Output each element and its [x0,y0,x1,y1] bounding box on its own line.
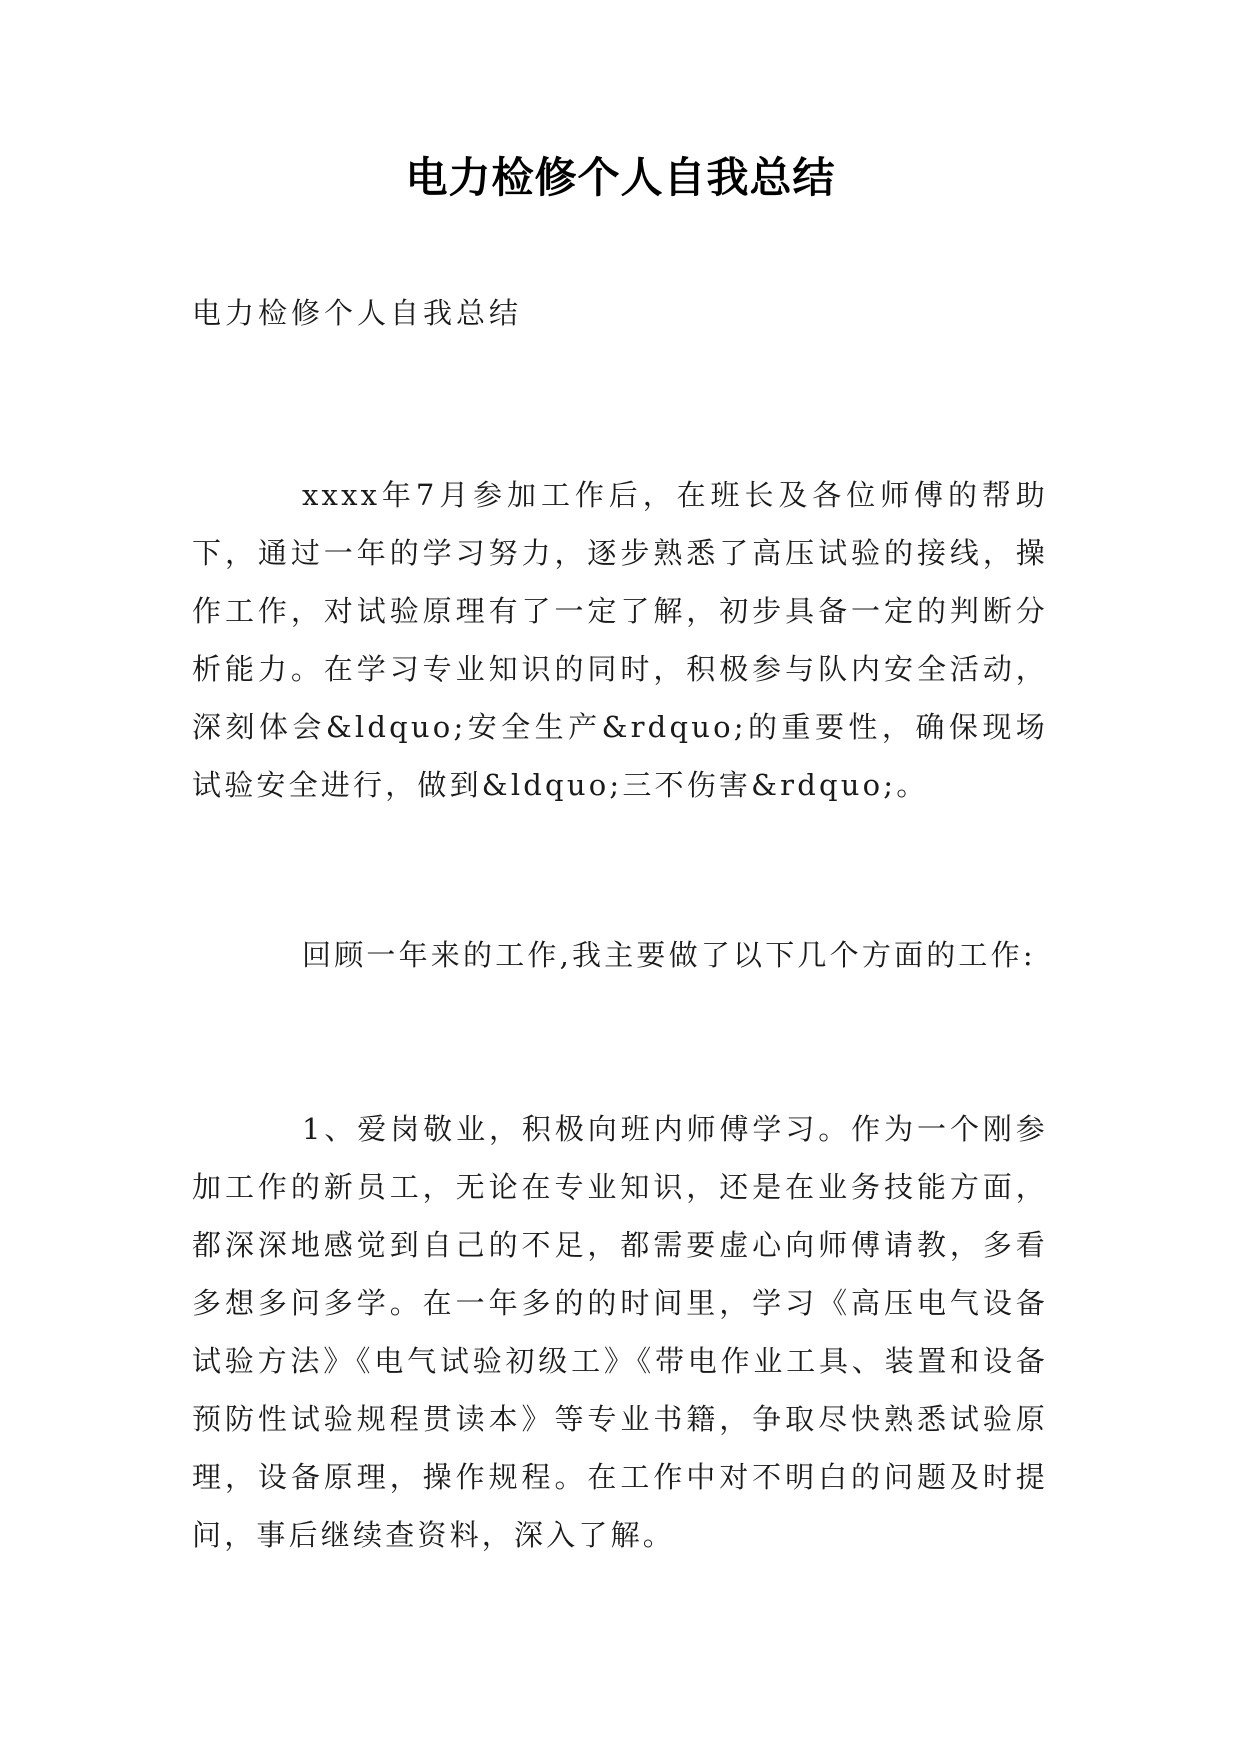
document-title: 电力检修个人自我总结 [405,153,836,202]
paragraph-review: 回顾一年来的工作,我主要做了以下几个方面的工作: [302,938,1036,972]
paragraph-intro: xxxx年7月参加工作后，在班长及各位师傅的帮助下，通过一年的学习努力，逐步熟悉了高压试验的接线，操作工作，对试验原理有了一定了解，初步具备一定的判断分析能力。在学习专业知识的同时，积极参与队内安全活动，深刻体会&ldquo;安全生产&rdquo;的重要性，确保现场试验安全进行，做到&ldquo;三不伤害&rdquo;。 [192,478,1048,802]
document-subtitle: 电力检修个人自我总结 [192,296,523,330]
paragraph-item-1: 1、爱岗敬业，积极向班内师傅学习。作为一个刚参加工作的新员工，无论在专业知识，还是在业务技能方面，都深深地感觉到自己的不足，都需要虚心向师傅请教，多看多想多问多学。在一年多的的时间里，学习《高压电气设备试验方法》《电气试验初级工》《带电作业工具、装置和设备预防性试验规程贯读本》等专业书籍，争取尽快熟悉试验原理，设备原理，操作规程。在工作中对不明白的问题及时提问，事后继续查资料，深入了解。 [192,1112,1048,1552]
